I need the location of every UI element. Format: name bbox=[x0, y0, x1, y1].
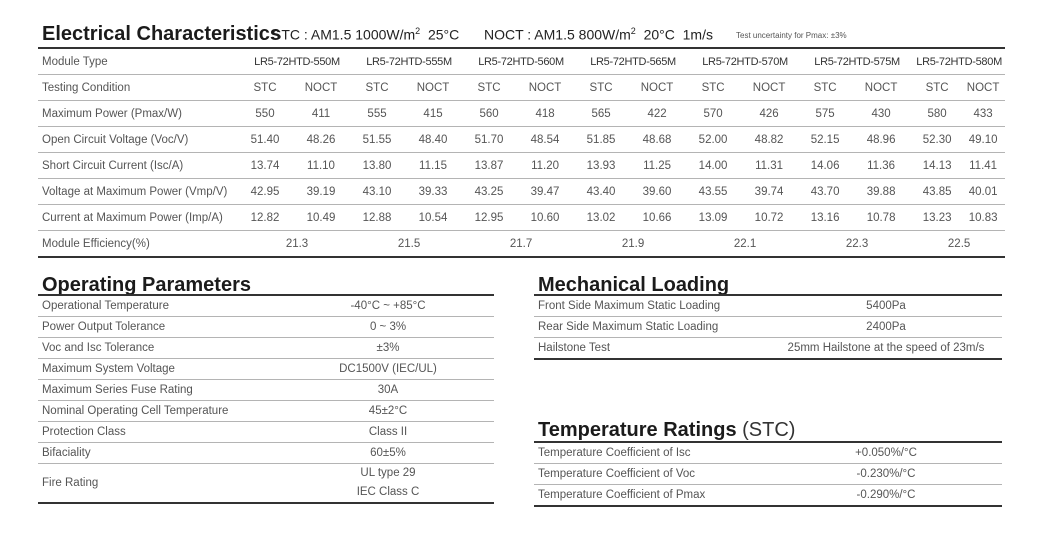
row-label: Bifaciality bbox=[38, 443, 282, 464]
row-label: Maximum Power (Pmax/W) bbox=[38, 101, 241, 127]
table-cell: 48.54 bbox=[513, 127, 577, 153]
efficiency-cell: 21.3 bbox=[241, 231, 353, 258]
row-label: Protection Class bbox=[38, 422, 282, 443]
row-value: 45±2°C bbox=[282, 401, 494, 422]
table-cell: 11.41 bbox=[961, 153, 1005, 179]
table-cell: 39.74 bbox=[737, 179, 801, 205]
table-cell: 39.47 bbox=[513, 179, 577, 205]
noct-header: NOCT bbox=[401, 75, 465, 101]
stc-condition-text: STC : AM1.5 1000W/m bbox=[272, 26, 416, 43]
table-cell: 12.88 bbox=[353, 205, 401, 231]
table-cell: 11.36 bbox=[849, 153, 913, 179]
table-cell: 43.55 bbox=[689, 179, 737, 205]
open-circuit-voltage-row bbox=[38, 127, 1005, 153]
testing-condition-label: Testing Condition bbox=[38, 75, 241, 101]
table-cell: 48.96 bbox=[849, 127, 913, 153]
table-row bbox=[534, 317, 1002, 338]
efficiency-cell: 21.7 bbox=[465, 231, 577, 258]
noct-condition bbox=[484, 26, 713, 43]
table-cell: 42.95 bbox=[241, 179, 289, 205]
noct-header: NOCT bbox=[625, 75, 689, 101]
table-row bbox=[38, 422, 494, 443]
table-cell: 51.70 bbox=[465, 127, 513, 153]
table-cell: 48.26 bbox=[289, 127, 353, 153]
noct-header: NOCT bbox=[289, 75, 353, 101]
table-cell: 39.19 bbox=[289, 179, 353, 205]
row-value: 30A bbox=[282, 380, 494, 401]
table-cell: 39.33 bbox=[401, 179, 465, 205]
table-cell: 39.60 bbox=[625, 179, 689, 205]
row-value: Class II bbox=[282, 422, 494, 443]
table-cell: 51.55 bbox=[353, 127, 401, 153]
table-cell: 14.06 bbox=[801, 153, 849, 179]
mechanical-loading-table bbox=[534, 294, 1002, 360]
module-type-label: Module Type bbox=[38, 48, 241, 75]
table-cell: 10.54 bbox=[401, 205, 465, 231]
row-label: Hailstone Test bbox=[534, 338, 770, 360]
table-cell: 430 bbox=[849, 101, 913, 127]
table-cell: 13.80 bbox=[353, 153, 401, 179]
row-label: Maximum Series Fuse Rating bbox=[38, 380, 282, 401]
table-cell: 14.00 bbox=[689, 153, 737, 179]
fire-rating-row bbox=[38, 464, 494, 504]
efficiency-cell: 22.3 bbox=[801, 231, 913, 258]
model-565: LR5-72HTD-565M bbox=[577, 48, 689, 75]
table-cell: 570 bbox=[689, 101, 737, 127]
table-row bbox=[38, 401, 494, 422]
stc-header: STC bbox=[913, 75, 961, 101]
table-cell: 10.49 bbox=[289, 205, 353, 231]
table-row bbox=[534, 464, 1002, 485]
table-cell: 10.60 bbox=[513, 205, 577, 231]
table-cell: 48.68 bbox=[625, 127, 689, 153]
current-max-power-row bbox=[38, 205, 1005, 231]
model-555: LR5-72HTD-555M bbox=[353, 48, 465, 75]
table-cell: 13.74 bbox=[241, 153, 289, 179]
table-row bbox=[38, 317, 494, 338]
table-cell: 43.70 bbox=[801, 179, 849, 205]
table-cell: 40.01 bbox=[961, 179, 1005, 205]
temperature-ratings-title-text: Temperature Ratings bbox=[538, 419, 737, 441]
model-580: LR5-72HTD-580M bbox=[913, 48, 1005, 75]
table-cell: 10.72 bbox=[737, 205, 801, 231]
table-cell: 39.88 bbox=[849, 179, 913, 205]
row-value bbox=[282, 464, 494, 504]
table-cell: 48.40 bbox=[401, 127, 465, 153]
row-label: Short Circuit Current (Isc/A) bbox=[38, 153, 241, 179]
noct-header: NOCT bbox=[849, 75, 913, 101]
stc-header: STC bbox=[465, 75, 513, 101]
table-cell: 48.82 bbox=[737, 127, 801, 153]
noct-condition-text: NOCT : AM1.5 800W/m bbox=[484, 26, 631, 43]
model-575: LR5-72HTD-575M bbox=[801, 48, 913, 75]
table-cell: 560 bbox=[465, 101, 513, 127]
noct-condition-sup: 2 bbox=[630, 26, 636, 36]
row-label: Module Efficiency(%) bbox=[38, 231, 241, 258]
row-label: Voltage at Maximum Power (Vmp/V) bbox=[38, 179, 241, 205]
stc-condition-sup: 2 bbox=[415, 26, 421, 36]
table-cell: 10.78 bbox=[849, 205, 913, 231]
uncertainty-note: Test uncertainty for Pmax: ±3% bbox=[736, 31, 847, 40]
fire-rating-iec: IEC Class C bbox=[356, 486, 420, 498]
table-cell: 49.10 bbox=[961, 127, 1005, 153]
table-cell: 13.09 bbox=[689, 205, 737, 231]
table-cell: 565 bbox=[577, 101, 625, 127]
table-row bbox=[38, 359, 494, 380]
noct-condition-tail: 20°C 1m/s bbox=[635, 26, 713, 43]
table-cell: 580 bbox=[913, 101, 961, 127]
table-cell: 13.93 bbox=[577, 153, 625, 179]
electrical-table bbox=[38, 47, 1005, 258]
temperature-ratings-table bbox=[534, 441, 1002, 507]
efficiency-cell: 22.5 bbox=[913, 231, 1005, 258]
short-circuit-current-row bbox=[38, 153, 1005, 179]
table-cell: 411 bbox=[289, 101, 353, 127]
row-value: 60±5% bbox=[282, 443, 494, 464]
table-cell: 13.23 bbox=[913, 205, 961, 231]
stc-header: STC bbox=[353, 75, 401, 101]
row-value: 0 ~ 3% bbox=[282, 317, 494, 338]
table-cell: 52.15 bbox=[801, 127, 849, 153]
table-cell: 43.40 bbox=[577, 179, 625, 205]
row-label: Operational Temperature bbox=[38, 295, 282, 317]
stc-header: STC bbox=[577, 75, 625, 101]
row-value: +0.050%/°C bbox=[770, 442, 1002, 464]
stc-condition bbox=[272, 26, 459, 43]
row-value: DC1500V (IEC/UL) bbox=[282, 359, 494, 380]
voltage-max-power-row bbox=[38, 179, 1005, 205]
table-row bbox=[534, 485, 1002, 507]
noct-header: NOCT bbox=[737, 75, 801, 101]
row-value: ±3% bbox=[282, 338, 494, 359]
table-cell: 11.25 bbox=[625, 153, 689, 179]
model-560: LR5-72HTD-560M bbox=[465, 48, 577, 75]
row-label: Temperature Coefficient of Isc bbox=[534, 442, 770, 464]
row-value: 2400Pa bbox=[770, 317, 1002, 338]
model-550: LR5-72HTD-550M bbox=[241, 48, 353, 75]
table-cell: 433 bbox=[961, 101, 1005, 127]
stc-header: STC bbox=[801, 75, 849, 101]
table-cell: 415 bbox=[401, 101, 465, 127]
table-cell: 14.13 bbox=[913, 153, 961, 179]
row-value: 5400Pa bbox=[770, 295, 1002, 317]
noct-header: NOCT bbox=[961, 75, 1005, 101]
model-570: LR5-72HTD-570M bbox=[689, 48, 801, 75]
table-cell: 418 bbox=[513, 101, 577, 127]
table-row bbox=[38, 443, 494, 464]
efficiency-cell: 21.5 bbox=[353, 231, 465, 258]
noct-header: NOCT bbox=[513, 75, 577, 101]
stc-header: STC bbox=[689, 75, 737, 101]
table-cell: 426 bbox=[737, 101, 801, 127]
table-cell: 43.85 bbox=[913, 179, 961, 205]
stc-header: STC bbox=[241, 75, 289, 101]
table-cell: 51.85 bbox=[577, 127, 625, 153]
row-label: Maximum System Voltage bbox=[38, 359, 282, 380]
table-cell: 11.10 bbox=[289, 153, 353, 179]
row-value: -0.230%/°C bbox=[770, 464, 1002, 485]
row-label: Power Output Tolerance bbox=[38, 317, 282, 338]
row-value: -40°C ~ +85°C bbox=[282, 295, 494, 317]
table-cell: 422 bbox=[625, 101, 689, 127]
electrical-characteristics-title: Electrical Characteristics bbox=[42, 23, 282, 45]
temperature-ratings-title-suffix: (STC) bbox=[742, 419, 796, 441]
table-cell: 12.82 bbox=[241, 205, 289, 231]
table-row bbox=[38, 338, 494, 359]
row-label: Nominal Operating Cell Temperature bbox=[38, 401, 282, 422]
table-row bbox=[534, 295, 1002, 317]
operating-parameters-table bbox=[38, 294, 494, 504]
table-cell: 13.87 bbox=[465, 153, 513, 179]
table-cell: 10.83 bbox=[961, 205, 1005, 231]
table-cell: 52.30 bbox=[913, 127, 961, 153]
row-value: 25mm Hailstone at the speed of 23m/s bbox=[770, 338, 1002, 360]
table-cell: 43.25 bbox=[465, 179, 513, 205]
testing-condition-row bbox=[38, 75, 1005, 101]
operating-parameters-title: Operating Parameters bbox=[42, 274, 251, 296]
row-label: Rear Side Maximum Static Loading bbox=[534, 317, 770, 338]
table-row bbox=[534, 338, 1002, 360]
mechanical-loading-title: Mechanical Loading bbox=[538, 274, 730, 296]
table-cell: 51.40 bbox=[241, 127, 289, 153]
table-row bbox=[38, 380, 494, 401]
table-cell: 52.00 bbox=[689, 127, 737, 153]
table-cell: 555 bbox=[353, 101, 401, 127]
fire-rating-ul: UL type 29 bbox=[360, 467, 416, 479]
module-efficiency-row bbox=[38, 231, 1005, 258]
row-value: -0.290%/°C bbox=[770, 485, 1002, 507]
table-cell: 11.20 bbox=[513, 153, 577, 179]
row-label: Temperature Coefficient of Voc bbox=[534, 464, 770, 485]
table-cell: 11.15 bbox=[401, 153, 465, 179]
table-cell: 13.02 bbox=[577, 205, 625, 231]
row-label: Open Circuit Voltage (Voc/V) bbox=[38, 127, 241, 153]
row-label: Voc and Isc Tolerance bbox=[38, 338, 282, 359]
table-cell: 12.95 bbox=[465, 205, 513, 231]
efficiency-cell: 22.1 bbox=[689, 231, 801, 258]
table-cell: 10.66 bbox=[625, 205, 689, 231]
row-label: Front Side Maximum Static Loading bbox=[534, 295, 770, 317]
stc-condition-tail: 25°C bbox=[420, 26, 460, 43]
table-cell: 43.10 bbox=[353, 179, 401, 205]
max-power-row bbox=[38, 101, 1005, 127]
table-row bbox=[38, 295, 494, 317]
temperature-ratings-title bbox=[538, 418, 795, 442]
row-label: Temperature Coefficient of Pmax bbox=[534, 485, 770, 507]
table-cell: 13.16 bbox=[801, 205, 849, 231]
table-cell: 575 bbox=[801, 101, 849, 127]
table-row bbox=[534, 442, 1002, 464]
row-label: Fire Rating bbox=[38, 464, 282, 504]
module-type-row bbox=[38, 48, 1005, 75]
table-cell: 11.31 bbox=[737, 153, 801, 179]
table-cell: 550 bbox=[241, 101, 289, 127]
efficiency-cell: 21.9 bbox=[577, 231, 689, 258]
row-label: Current at Maximum Power (Imp/A) bbox=[38, 205, 241, 231]
